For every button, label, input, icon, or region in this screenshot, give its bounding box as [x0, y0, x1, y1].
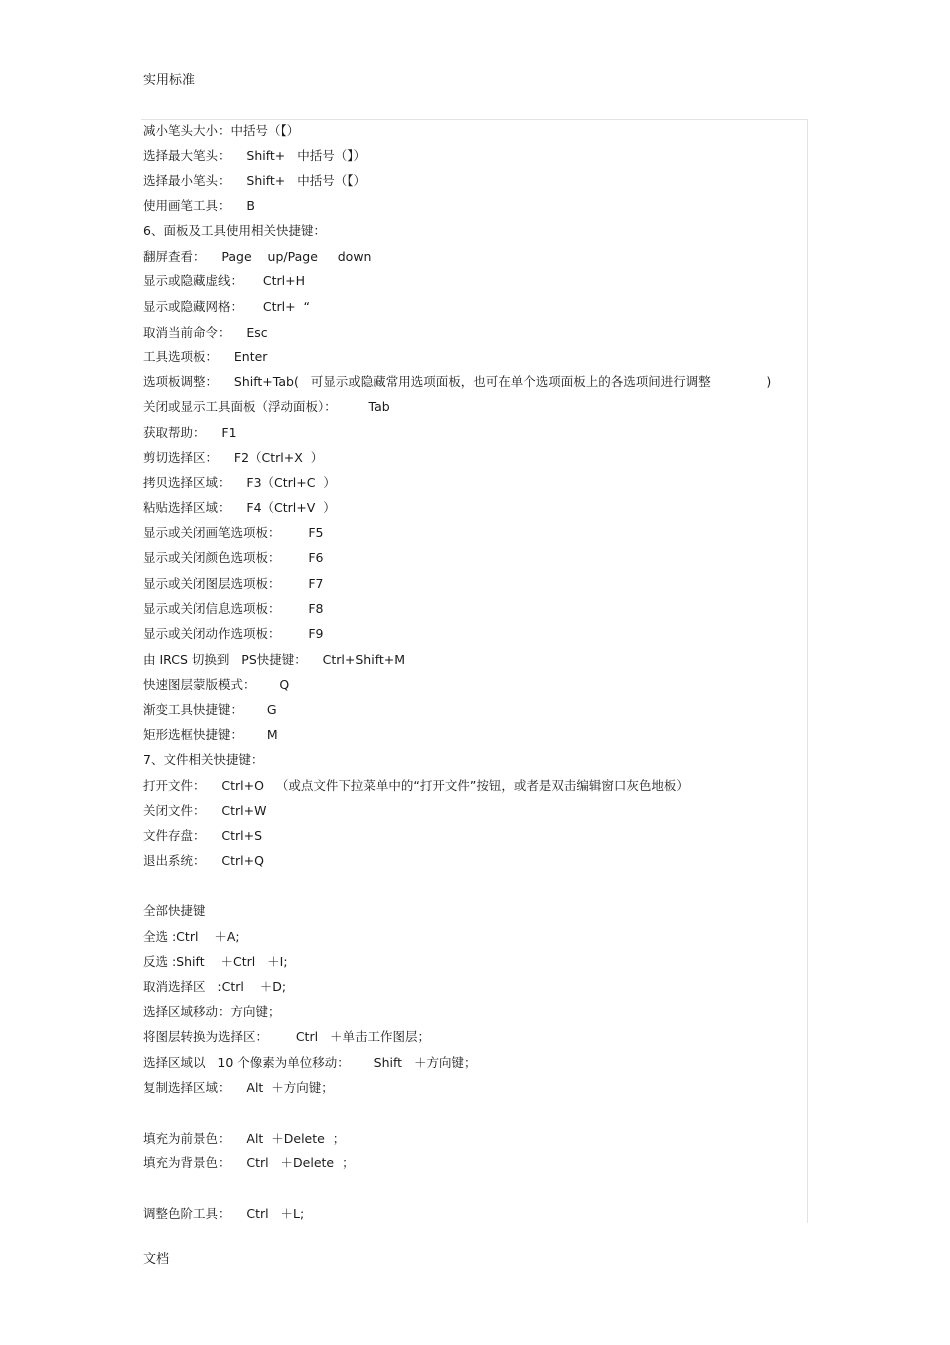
- text-line: 减小笔头大小：中括号（【）: [143, 123, 300, 138]
- text-line: 关闭或显示工具面板（浮动面板）： Tab: [143, 399, 390, 414]
- text-line: 填充为背景色： Ctrl ＋Delete ；: [143, 1155, 355, 1170]
- text-line: 翻屏查看： Page up/Page down: [143, 249, 372, 264]
- text-line: 反选 :Shift ＋Ctrl ＋I;: [143, 954, 288, 969]
- text-line: 调整色阶工具： Ctrl ＋L;: [143, 1206, 305, 1221]
- text-line: 将图层转换为选择区： Ctrl ＋单击工作图层；: [143, 1029, 430, 1044]
- text-line: 显示或关闭颜色选项板： F6: [143, 550, 324, 565]
- text-line: 获取帮助： F1: [143, 425, 237, 440]
- page-header: 实用标准: [143, 73, 196, 88]
- text-line: 取消当前命令： Esc: [143, 325, 268, 340]
- text-line: 由 IRCS 切换到 PS快捷键： Ctrl+Shift+M: [143, 652, 406, 667]
- text-line: 复制选择区域： Alt ＋方向键；: [143, 1080, 334, 1095]
- text-line: 使用画笔工具： B: [143, 198, 255, 213]
- text-line: 选项板调整： Shift+Tab( 可显示或隐藏常用选项面板，也可在单个选项面板上的各选项间进行调整 ): [143, 374, 772, 389]
- text-line: 显示或关闭动作选项板： F9: [143, 626, 324, 641]
- text-line: 矩形选框快捷键： M: [143, 727, 278, 742]
- text-line: 填充为前景色： Alt ＋Delete ；: [143, 1131, 346, 1146]
- text-line: 显示或隐藏虚线： Ctrl+H: [143, 273, 305, 288]
- text-line: 粘贴选择区域： F4（Ctrl+V ）: [143, 500, 336, 515]
- text-line: 剪切选择区： F2（Ctrl+X ）: [143, 450, 324, 465]
- text-line: 取消选择区 :Ctrl ＋D;: [143, 979, 287, 994]
- text-line: 快速图层蒙版模式： Q: [143, 677, 290, 692]
- text-line: 关闭文件： Ctrl+W: [143, 803, 267, 818]
- text-line: 选择区域以 10 个像素为单位移动： Shift ＋方向键；: [143, 1055, 477, 1070]
- text-line: 渐变工具快捷键： G: [143, 702, 277, 717]
- text-line: 7、文件相关快捷键：: [143, 752, 264, 767]
- text-line: 全选 :Ctrl ＋A;: [143, 929, 240, 944]
- section-heading: 全部快捷键: [143, 903, 206, 918]
- text-line: 打开文件： Ctrl+O （或点文件下拉菜单中的“打开文件”按钮，或者是双击编辑窗口灰色地板）: [143, 778, 689, 793]
- text-line: 选择最大笔头： Shift+ 中括号（】）: [143, 148, 366, 163]
- text-line: 显示或隐藏网格： Ctrl+ “: [143, 299, 311, 314]
- text-line: 退出系统： Ctrl+Q: [143, 853, 264, 868]
- text-line: 显示或关闭信息选项板： F8: [143, 601, 324, 616]
- text-line: 拷贝选择区域： F3（Ctrl+C ）: [143, 475, 336, 490]
- text-line: 选择最小笔头： Shift+ 中括号（【）: [143, 173, 366, 188]
- page-footer: 文档: [143, 1252, 170, 1267]
- text-line: 显示或关闭图层选项板： F7: [143, 576, 324, 591]
- text-line: 工具选项板： Enter: [143, 349, 268, 364]
- text-line: 文件存盘： Ctrl+S: [143, 828, 263, 843]
- text-line: 6、面板及工具使用相关快捷键：: [143, 223, 326, 238]
- text-line: 选择区域移动：方向键；: [143, 1004, 281, 1019]
- text-line: 显示或关闭画笔选项板： F5: [143, 525, 324, 540]
